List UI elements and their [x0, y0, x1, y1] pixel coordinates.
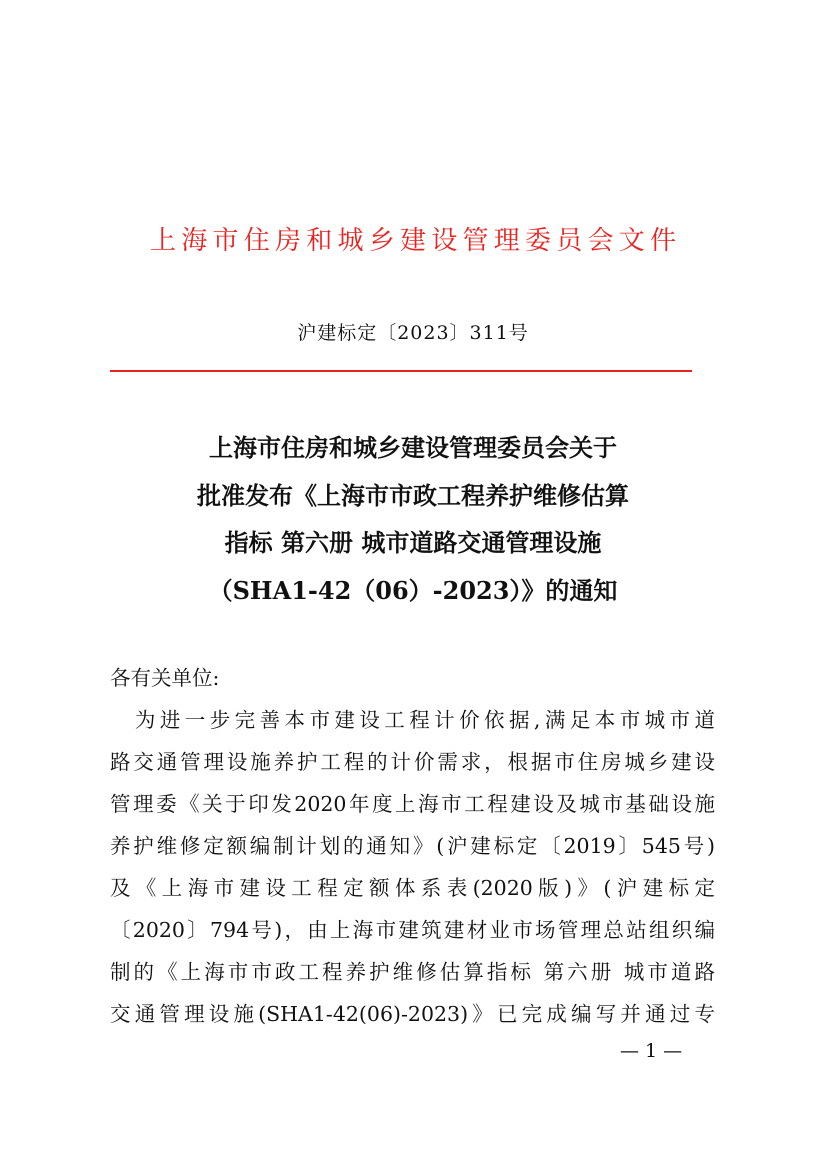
title-line: （SHA1-42（06）-2023）》的通知 — [208, 576, 618, 605]
red-divider — [110, 370, 692, 372]
body-line: 制的《上海市市政工程养护维修估算指标 第六册 城市道路 — [110, 960, 715, 984]
body-line: 交通管理设施(SHA1-42(06)-2023)》已完成编写并通过专 — [110, 1002, 715, 1026]
title-line: 上海市住房和城乡建设管理委员会关于 — [209, 433, 617, 462]
body-line: 及《上海市建设工程定额体系表(2020版)》(沪建标定 — [110, 876, 715, 900]
body-line: 〔2020〕794号)，由上海市建筑建材业市场管理总站组织编 — [110, 918, 715, 942]
title-line: 指标 第六册 城市道路交通管理设施 — [224, 528, 602, 557]
body-line: 养护维修定额编制计划的通知》(沪建标定〔2019〕545号) — [110, 834, 715, 858]
salutation: 各有关单位: — [110, 666, 220, 690]
document-number: 沪建标定〔2023〕311号 — [297, 322, 529, 344]
body-line: 路交通管理设施养护工程的计价需求，根据市住房城乡建设 — [110, 750, 715, 774]
body-line: 管理委《关于印发2020年度上海市工程建设及城市基础设施 — [110, 792, 715, 816]
body-line: 为进一步完善本市建设工程计价依据,满足本市城市道 — [110, 708, 715, 732]
title-line: 批准发布《上海市市政工程养护维修估算 — [197, 481, 629, 510]
page-number: — 1 — — [620, 1040, 683, 1062]
issuer-heading: 上海市住房和城乡建设管理委员会文件 — [150, 226, 676, 256]
